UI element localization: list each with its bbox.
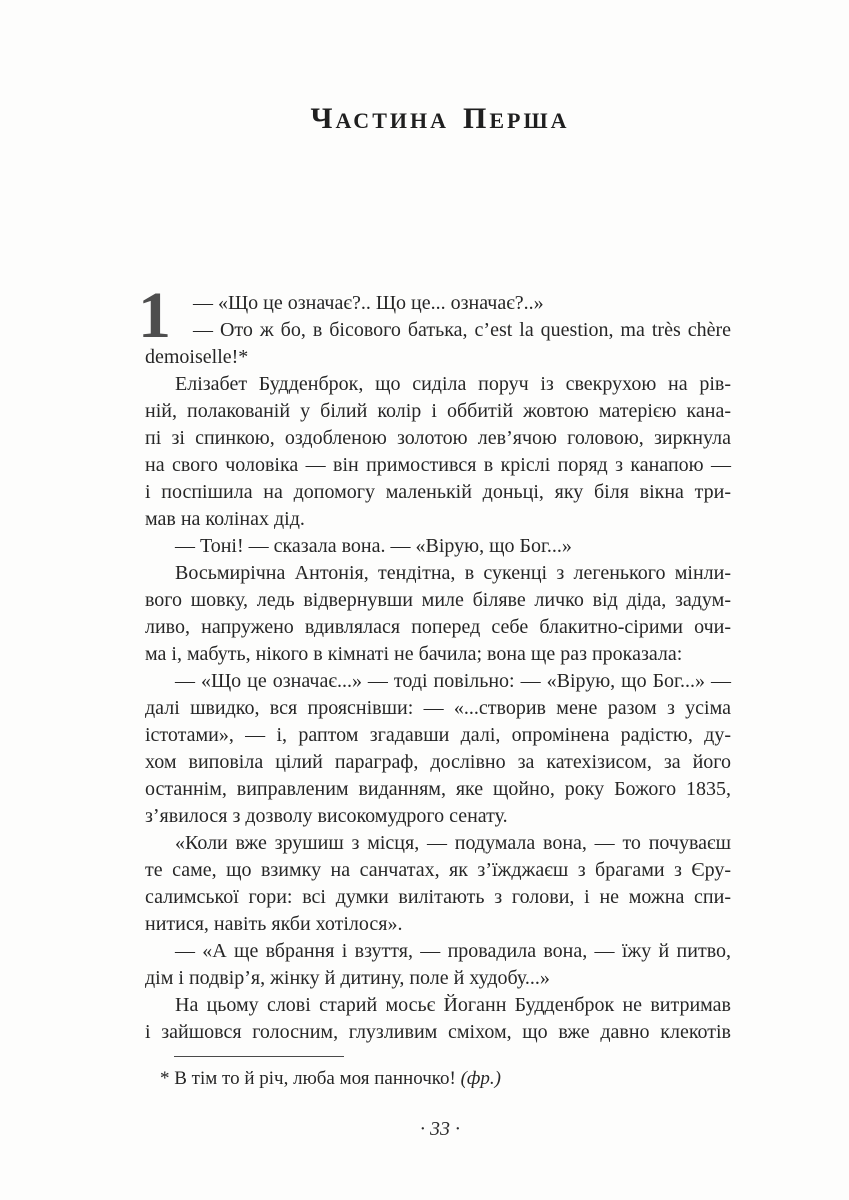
chapter-number-dropcap: 1 [138, 279, 171, 352]
text-line: салимської гори: всі думки вилітають з голови, і не можна спи- [145, 886, 731, 908]
text-line: останнім, виправленим виданням, яке щойно, року Божого 1835, [145, 778, 731, 800]
footnote-text: * В тім то й річ, люба моя панночко! [160, 1068, 456, 1089]
text-lines [145, 290, 731, 1046]
text-line: далі швидко, вся прояснівши: — «...створив мене разом з усіма [145, 697, 731, 719]
text-line: з’явилося з дозволу високомудрого сенату. [145, 805, 508, 827]
text-line: Восьмирічна Антонія, тендітна, в сукенці з легенького мінли- [175, 562, 731, 584]
text-line: — Тоні! — сказала вона. — «Вірую, що Бог...» [175, 535, 572, 557]
footnote-separator-rule [174, 1056, 344, 1057]
footnote-language-note: (фр.) [460, 1068, 502, 1089]
part-heading [145, 98, 735, 138]
text-line: істотами», — і, раптом згадавши далі, опромінена радістю, ду- [145, 724, 731, 746]
text-line: demoiselle!* [145, 346, 249, 368]
heading-word2-initial: П [462, 102, 490, 135]
text-line: те саме, що взимку на санчатах, як з’їжджаєш з брагами з Єру- [145, 859, 731, 881]
text-line: — «А ще вбрання і взуття, — провадила вона, — їжу й питво, [175, 940, 731, 962]
text-line: хом виповіла цілий параграф, дослівно за катехізисом, за його [145, 751, 731, 773]
text-line: — «Що це означає...» — тоді повільно: — «Вірую, що Бог...» — [175, 670, 731, 692]
text-line: вого шовку, ледь відвернувши миле біляве личко від діда, задум- [145, 589, 731, 611]
text-line: На цьому слові старий мосьє Йоганн Будденброк не витримав [175, 994, 731, 1016]
text-line: і зайшовся голосним, глузливим сміхом, що вже давно клекотів [145, 1021, 731, 1043]
text-line: «Коли вже зрушиш з місця, — подумала вона, — то почуваєш [175, 832, 731, 854]
text-line: пі зі спинкою, оздобленою золотою лев’ячою головою, зиркнула [145, 427, 731, 449]
footnote [160, 1067, 720, 1091]
text-line: ливо, напружено вдивлялася поперед себе блакитно-сірими очи- [145, 616, 731, 638]
heading-word1-rest: АСТИНА [335, 108, 449, 133]
body-text [138, 279, 731, 1046]
text-line: нитися, навіть якби хотілося». [145, 913, 403, 935]
text-line: ній, полакованій у білий колір і оббитій жовтою матерією кана- [145, 400, 731, 422]
text-line: — «Що це означає?.. Що це... означає?..» [193, 292, 544, 314]
heading-word1-initial: Ч [310, 102, 336, 135]
text-line: мав на колінах дід. [145, 508, 305, 530]
text-line: — Ото ж бо, в бісового батька, c’est la question, ma très chère [193, 319, 731, 341]
text-line: Елізабет Будденброк, що сиділа поруч із свекрухою на рів- [175, 373, 731, 395]
text-line: і поспішила на допомогу маленькій доньці, яку біля вікна три- [145, 481, 731, 503]
text-line: ма і, мабуть, нікого в кімнаті не бачила; вона ще раз проказала: [145, 643, 683, 665]
text-line: дім і подвір’я, жінку й дитину, поле й худобу...» [145, 967, 550, 989]
text-line: на свого чоловіка — він примостився в кріслі поряд з канапою — [145, 454, 731, 476]
page-number: · 33 · [420, 1118, 460, 1140]
heading-word2-rest: ЕРША [489, 108, 570, 133]
